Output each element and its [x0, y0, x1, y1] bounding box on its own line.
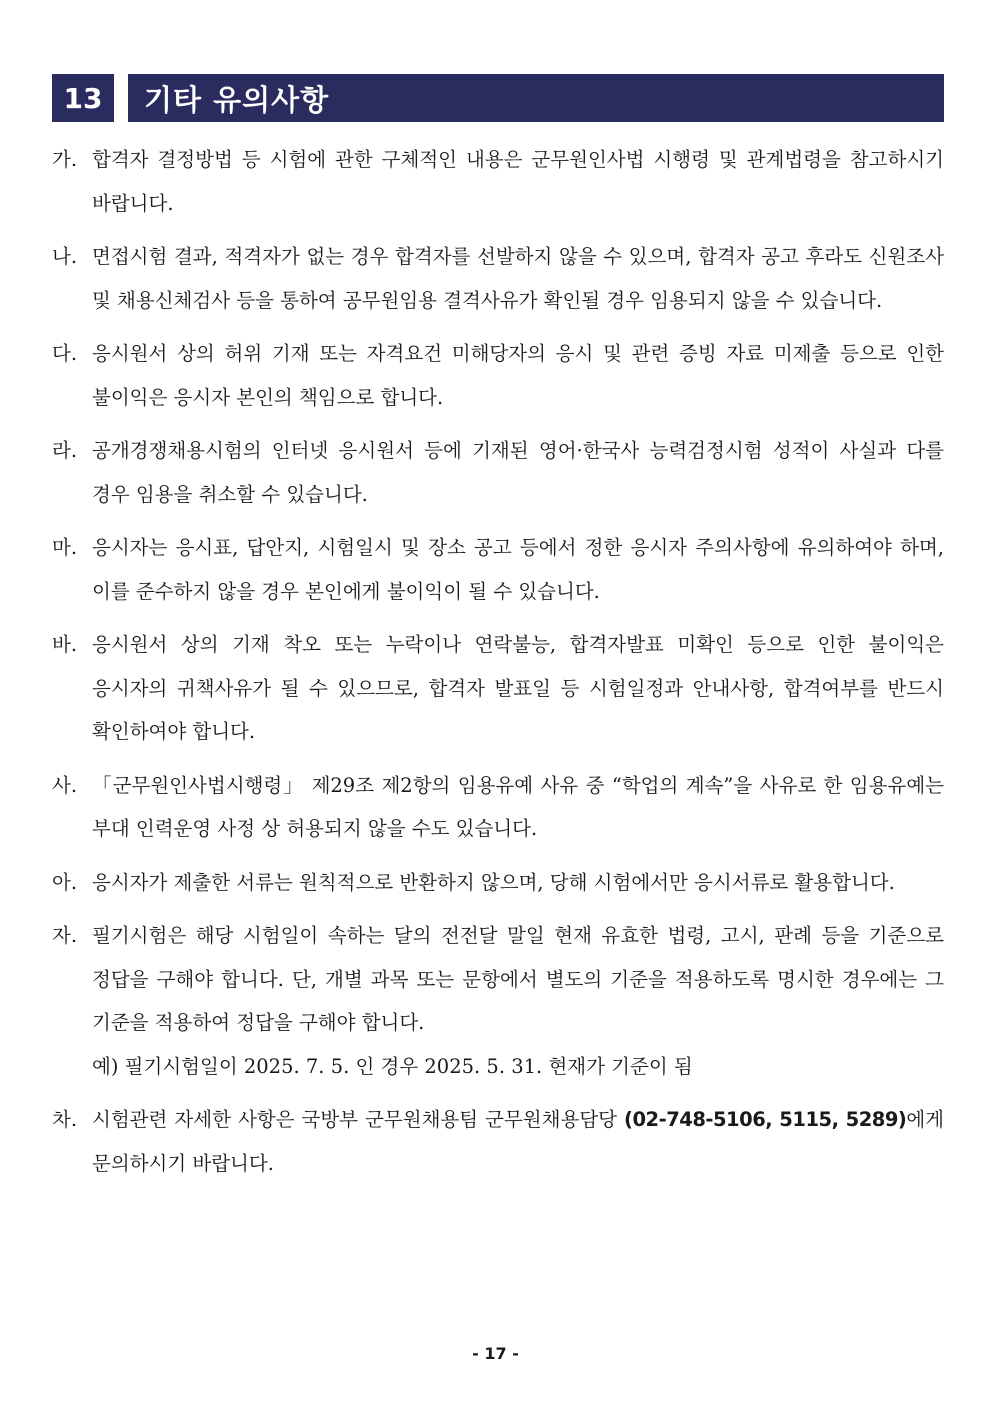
item-text: 면접시험 결과, 적격자가 없는 경우 합격자를 선발하지 않을 수 있으며, 합격자 공고 후라도 신원조사 및 채용신체검사 등을 통하여 공무원임용 결격사유가 확인될 경우 임용되지 않을 수 있습니다.	[92, 245, 944, 312]
item-text: 「군무원인사법시행령」 제29조 제2항의 임용유예 사유 중 “학업의 계속”을 사유로 한 임용유예는 부대 인력운영 사정 상 허용되지 않을 수도 있습니다.	[92, 773, 944, 840]
item-text: 합격자 결정방법 등 시험에 관한 구체적인 내용은 군무원인사법 시행령 및 관계법령을 참고하시기 바랍니다.	[92, 148, 944, 215]
list-item	[52, 764, 944, 851]
item-content	[92, 1098, 944, 1185]
item-text: 응시원서 상의 기재 착오 또는 누락이나 연락불능, 합격자발표 미확인 등으로 인한 불이익은 응시자의 귀책사유가 될 수 있으므로, 합격자 발표일 등 시험일정과 안내사항, 합격여부를 반드시 확인하여야 합니다.	[92, 633, 944, 743]
item-example: 예) 필기시험일이 2025. 7. 5. 인 경우 2025. 5. 31. 현재가 기준이 됨	[92, 1054, 693, 1078]
header-gap	[114, 74, 128, 122]
item-marker: 사.	[52, 773, 78, 797]
section-number: 13	[52, 74, 114, 122]
item-text: 응시자는 응시표, 답안지, 시험일시 및 장소 공고 등에서 정한 응시자 주의사항에 유의하여야 하며, 이를 준수하지 않을 경우 본인에게 불이익이 될 수 있습니다.	[92, 536, 944, 603]
list-item	[52, 914, 944, 1088]
item-marker: 차.	[52, 1108, 78, 1131]
page-number: - 17 -	[472, 1344, 519, 1363]
item-marker: 다.	[52, 342, 78, 365]
list-item	[52, 1098, 944, 1185]
item-content	[92, 914, 944, 1088]
item-text: 응시원서 상의 허위 기재 또는 자격요건 미해당자의 응시 및 관련 증빙 자료 미제출 등으로 인한 불이익은 응시자 본인의 책임으로 합니다.	[92, 342, 944, 409]
item-marker: 마.	[52, 536, 78, 559]
item-text: 필기시험은 해당 시험일이 속하는 달의 전전달 말일 현재 유효한 법령, 고시, 판례 등을 기준으로 정답을 구해야 합니다. 단, 개별 과목 또는 문항에서 별도의 기준을 적용하도록 명시한 경우에는 그 기준을 적용하여 정답을 구해야 합니다.	[92, 924, 944, 1034]
notice-list	[52, 138, 944, 1195]
list-item	[52, 526, 944, 613]
section-title: 기타 유의사항	[128, 74, 944, 122]
list-item	[52, 861, 944, 905]
list-item	[52, 235, 944, 322]
list-item	[52, 623, 944, 754]
item-marker: 아.	[52, 870, 78, 894]
item-text: 시험관련 자세한 사항은 국방부 군무원채용팀 군무원채용담당	[92, 1108, 617, 1131]
item-marker: 자.	[52, 924, 78, 947]
item-text-after: 에게 문의하시기 바랍니다.	[92, 1108, 944, 1175]
item-marker: 가.	[52, 148, 78, 171]
item-marker: 바.	[52, 633, 78, 656]
list-item	[52, 332, 944, 419]
item-text: 공개경쟁채용시험의 인터넷 응시원서 등에 기재된 영어·한국사 능력검정시험 성적이 사실과 다를 경우 임용을 취소할 수 있습니다.	[92, 439, 944, 506]
section-header	[52, 74, 944, 122]
list-item	[52, 138, 944, 225]
item-marker: 나.	[52, 245, 78, 268]
contact-phone: (02-748-5106, 5115, 5289)	[624, 1108, 907, 1131]
item-text: 응시자가 제출한 서류는 원칙적으로 반환하지 않으며, 당해 시험에서만 응시서류로 활용합니다.	[92, 870, 895, 894]
item-marker: 라.	[52, 439, 78, 462]
list-item	[52, 429, 944, 516]
